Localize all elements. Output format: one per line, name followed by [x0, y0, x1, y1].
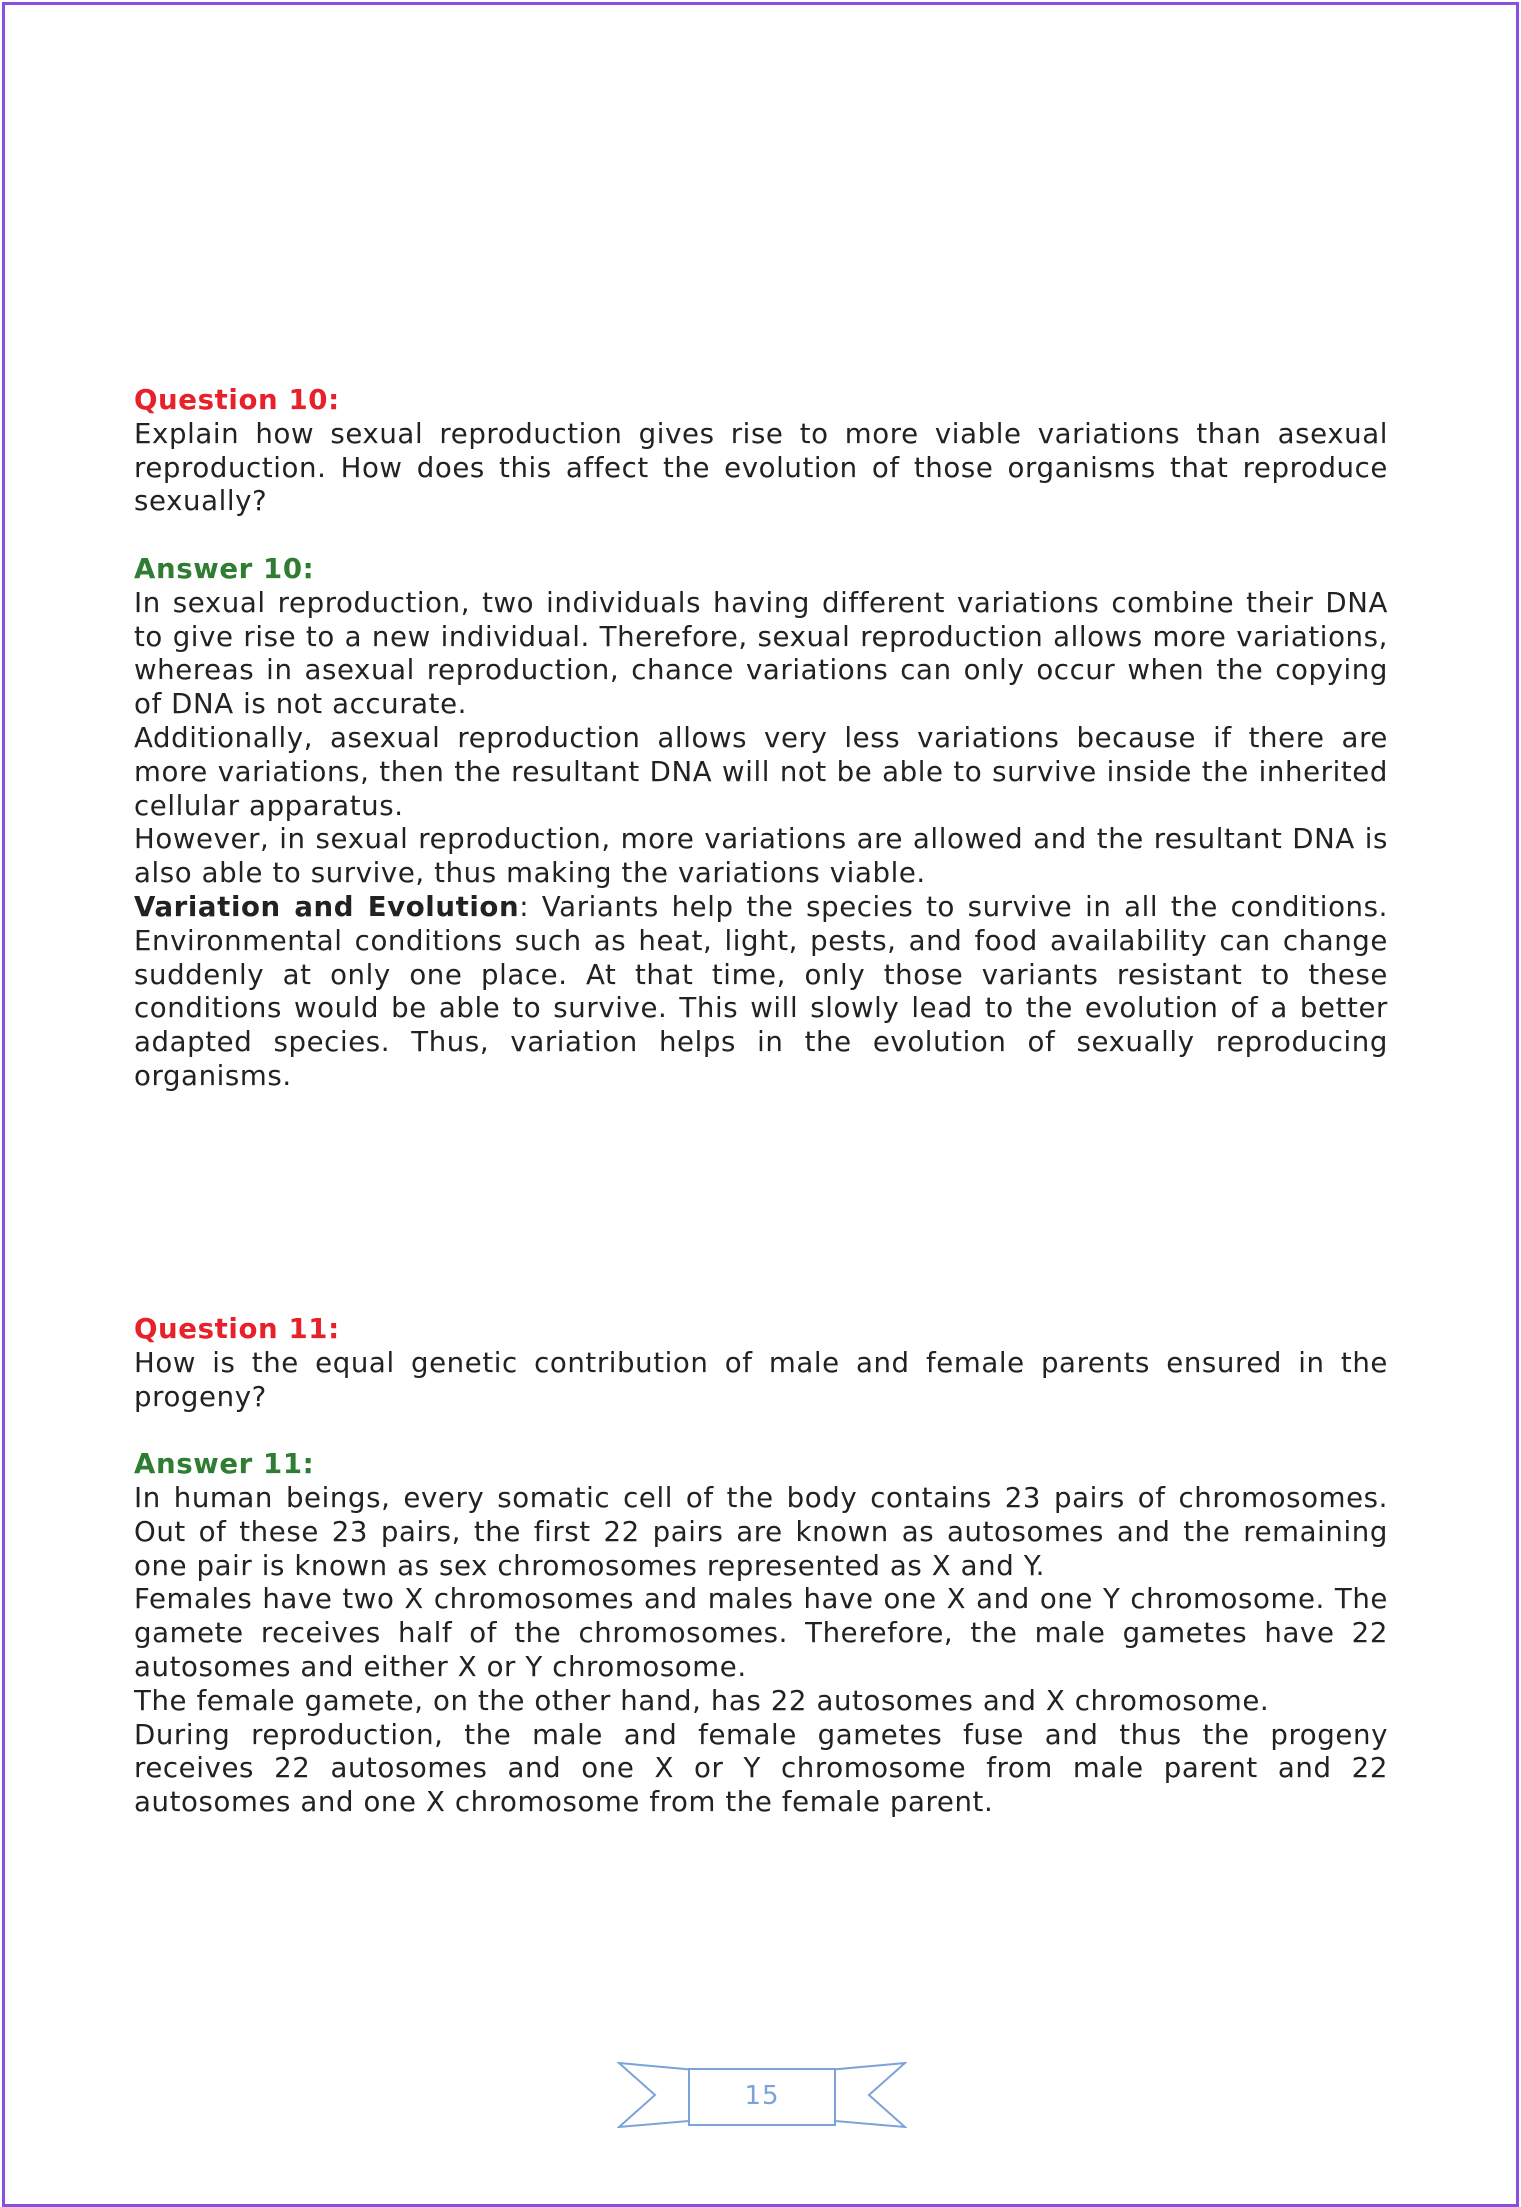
answer-11-paragraph-2: Females have two X chromosomes and males have one X and one Y chromosome. The gamete receives half of the chromosomes. Therefore, the male gametes have 22 autosomes and either X or Y chromosome. — [134, 1582, 1388, 1683]
answer-11-heading: Answer 11: — [134, 1447, 315, 1481]
answer-11-paragraph-4: During reproduction, the male and female gametes fuse and thus the progeny receives 22 autosomes and one X or Y chromosome from male parent and 22 autosomes and one X chromosome from the female parent. — [134, 1717, 1388, 1819]
answer-11-paragraph-1: In human beings, every somatic cell of the body contains 23 pairs of chromosomes. Out of these 23 pairs, the first 22 pairs are known as autosomes and the remaining one pair is known as sex chromosomes represented as X and Y. — [134, 1480, 1388, 1582]
page-number-ribbon — [617, 2055, 907, 2137]
answer-11-paragraph-3: The female gamete, on the other hand, has 22 autosomes and X chromosome. — [134, 1683, 1270, 1717]
question-11-text: How is the equal genetic contribution of male and female parents ensured in the progeny? — [134, 1345, 1388, 1413]
question-11-section — [134, 1312, 1388, 1819]
answer-10-heading: Answer 10: — [134, 551, 315, 585]
question-10-section — [134, 383, 1388, 1093]
question-10-heading: Question 10: — [134, 383, 340, 416]
page-border — [2, 2, 1519, 2207]
question-10-text: Explain how sexual reproduction gives rise to more viable variations than asexual reproduction. How does this affect the evolution of those organisms that reproduce sexually? — [134, 416, 1388, 518]
variation-evolution-text: : Variants help the species to survive in all the conditions. Environmental conditions such as heat, light, pests, and food availability can change suddenly at only one place. At that time, only those variants resistant to these conditions would be able to survive. This will slowly lead to the evolution of a better adapted species. Thus, variation helps in the evolution of sexually reproducing organisms. — [134, 889, 1388, 1092]
answer-10-paragraph-4 — [134, 890, 1388, 1093]
variation-evolution-term: Variation and Evolution — [134, 889, 520, 923]
answer-10-paragraph-3: However, in sexual reproduction, more variations are allowed and the resultant DNA is also able to survive, thus making the variations viable. — [134, 822, 1388, 890]
question-11-heading: Question 11: — [134, 1312, 340, 1345]
answer-10-paragraph-2: Additionally, asexual reproduction allows very less variations because if there are more variations, then the resultant DNA will not be able to survive inside the inherited cellular apparatus. — [134, 720, 1388, 822]
page-number: 15 — [744, 2081, 780, 2111]
answer-10-paragraph-1: In sexual reproduction, two individuals having different variations combine their DNA to give rise to a new individual. Therefore, sexual reproduction allows more variations, whereas in asexual reproduction, chance variations can only occur when the copying of DNA is not accurate. — [134, 585, 1388, 721]
